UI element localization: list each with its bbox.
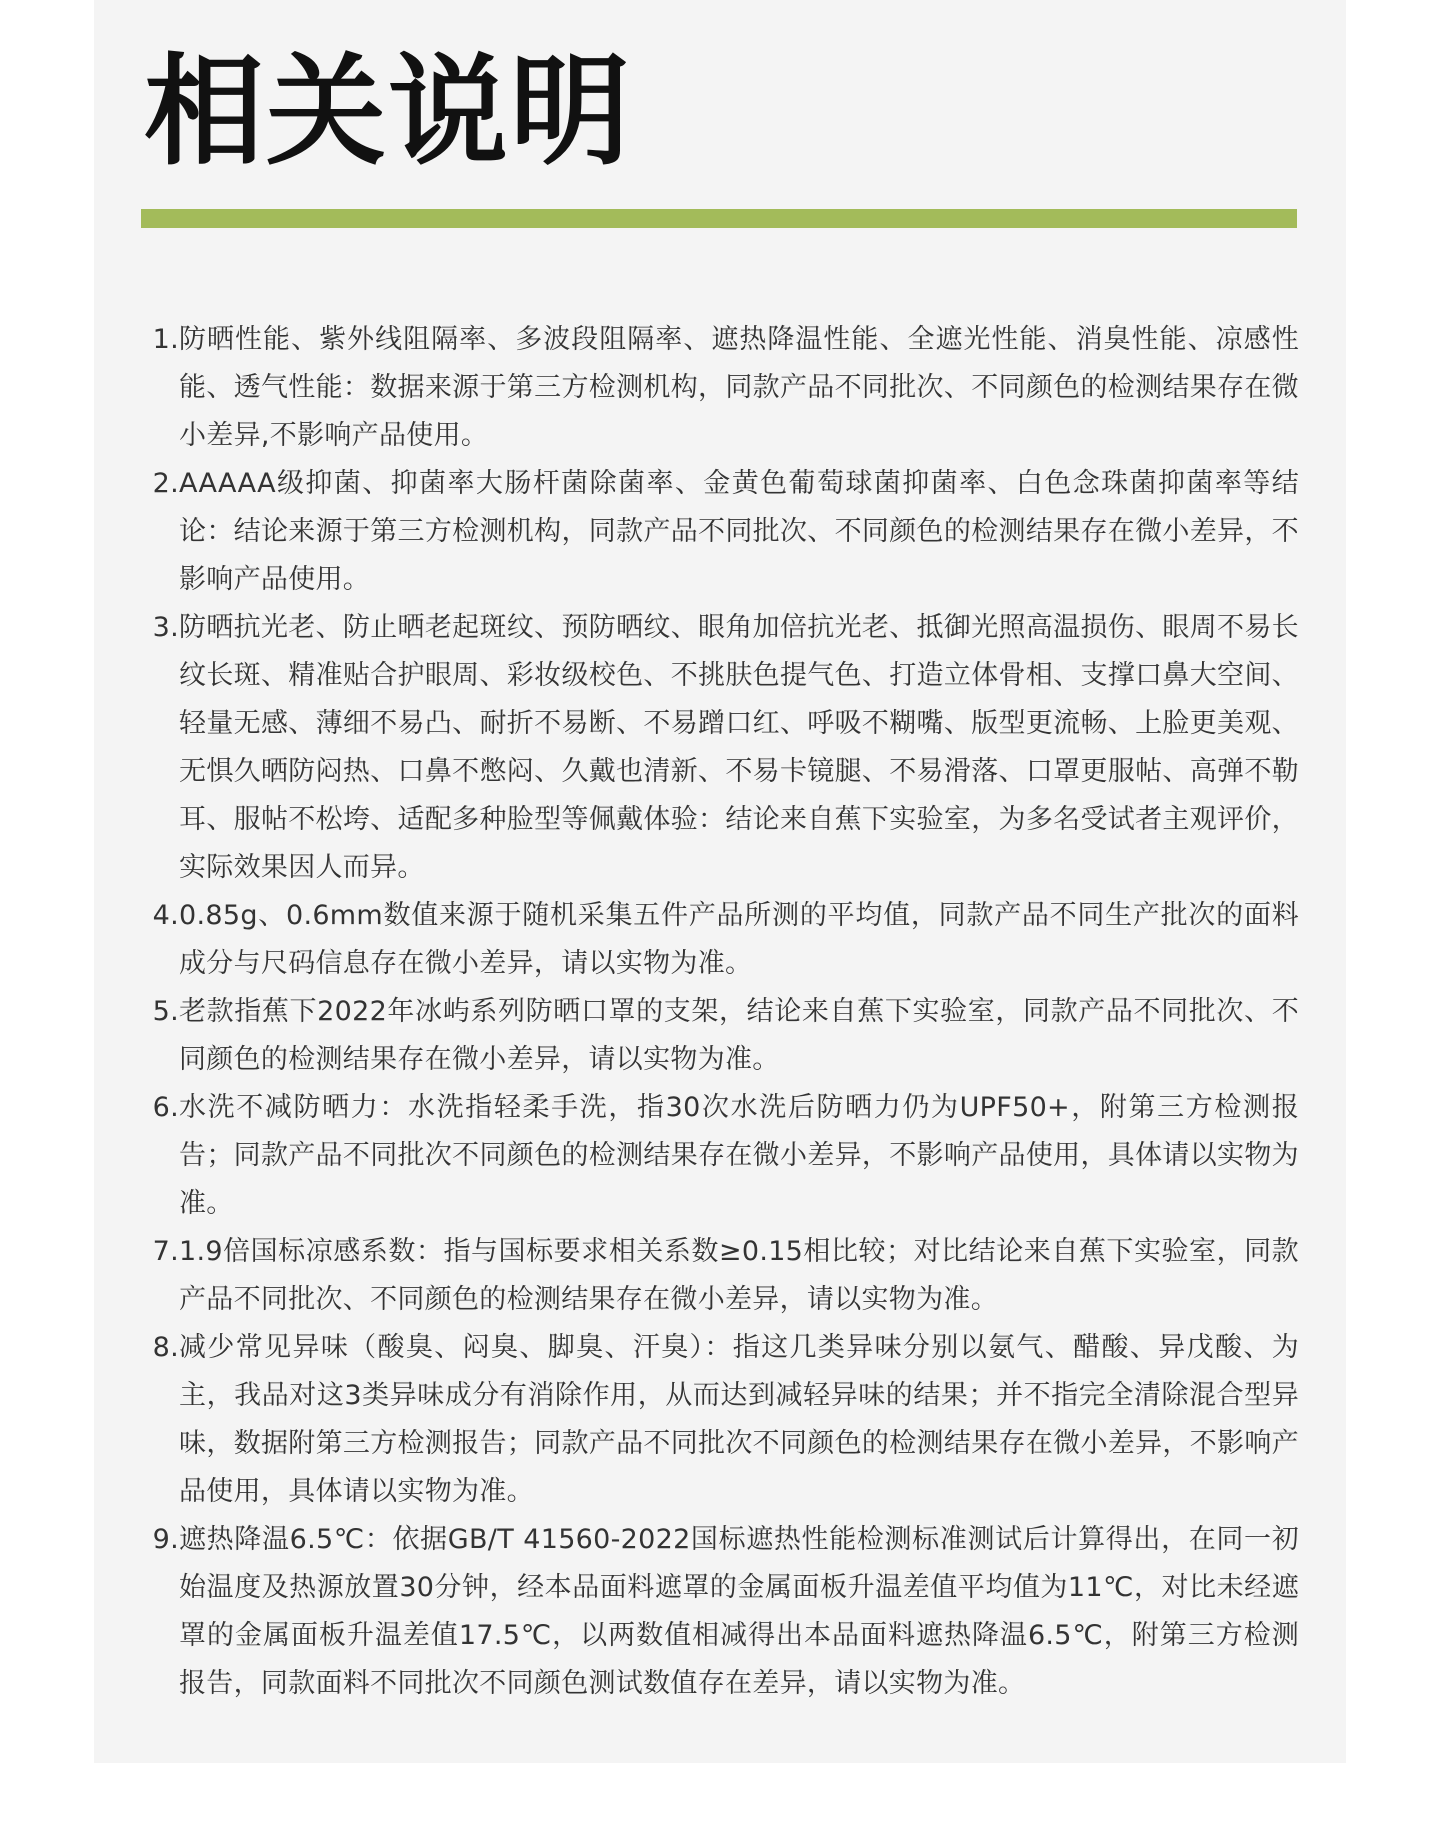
- note-text: AAAAA级抑菌、抑菌率大肠杆菌除菌率、金黄色葡萄球菌抑菌率、白色念珠菌抑菌率等结论：结论来源于第三方检测机构，同款产品不同批次、不同颜色的检测结果存在微小差异，不影响产品使用。: [179, 468, 1299, 595]
- note-number: 9.: [152, 1524, 179, 1555]
- note-text: 0.85g、0.6mm数值来源于随机采集五件产品所测的平均值，同款产品不同生产批次的面料成分与尺码信息存在微小差异，请以实物为准。: [179, 900, 1299, 979]
- note-number: 8.: [152, 1332, 179, 1363]
- note-number: 2.: [152, 468, 179, 499]
- notes-list: [139, 316, 1299, 1708]
- note-item: [139, 892, 1299, 988]
- note-item: [139, 1516, 1299, 1708]
- note-text: 减少常见异味（酸臭、闷臭、脚臭、汗臭）：指这几类异味分别以氨气、醋酸、异戊酸、为主，我品对这3类异味成分有消除作用，从而达到减轻异味的结果；并不指完全清除混合型异味，数据附第三方检测报告；同款产品不同批次不同颜色的检测结果存在微小差异，不影响产品使用，具体请以实物为准。: [179, 1332, 1299, 1507]
- note-item: [139, 1228, 1299, 1324]
- note-text: 防晒性能、紫外线阻隔率、多波段阻隔率、遮热降温性能、全遮光性能、消臭性能、凉感性能、透气性能：数据来源于第三方检测机构，同款产品不同批次、不同颜色的检测结果存在微小差异,不影响产品使用。: [179, 324, 1299, 451]
- note-number: 6.: [152, 1092, 179, 1123]
- content-panel: [94, 0, 1346, 1763]
- note-item: [139, 604, 1299, 892]
- note-text: 1.9倍国标凉感系数：指与国标要求相关系数≥0.15相比较；对比结论来自蕉下实验室，同款产品不同批次、不同颜色的检测结果存在微小差异，请以实物为准。: [179, 1236, 1299, 1315]
- note-text: 水洗不减防晒力：水洗指轻柔手洗，指30次水洗后防晒力仍为UPF50+，附第三方检测报告；同款产品不同批次不同颜色的检测结果存在微小差异，不影响产品使用，具体请以实物为准。: [179, 1092, 1299, 1219]
- note-item: [139, 1324, 1299, 1516]
- note-number: 4.: [152, 900, 179, 931]
- note-number: 1.: [152, 324, 179, 355]
- note-number: 5.: [152, 996, 179, 1027]
- note-number: 3.: [152, 612, 179, 643]
- note-item: [139, 1084, 1299, 1228]
- note-item: [139, 988, 1299, 1084]
- note-text: 遮热降温6.5℃：依据GB/T 41560-2022国标遮热性能检测标准测试后计算得出，在同一初始温度及热源放置30分钟，经本品面料遮罩的金属面板升温差值平均值为11℃，对比未经遮罩的金属面板升温差值17.5℃，以两数值相减得出本品面料遮热降温6.5℃，附第三方检测报告，同款面料不同批次不同颜色测试数值存在差异，请以实物为准。: [179, 1524, 1299, 1699]
- note-number: 7.: [152, 1236, 179, 1267]
- page-title: 相关说明: [144, 43, 632, 182]
- note-item: [139, 316, 1299, 460]
- note-item: [139, 460, 1299, 604]
- note-text: 防晒抗光老、防止晒老起斑纹、预防晒纹、眼角加倍抗光老、抵御光照高温损伤、眼周不易长纹长斑、精准贴合护眼周、彩妆级校色、不挑肤色提气色、打造立体骨相、支撑口鼻大空间、轻量无感、薄细不易凸、耐折不易断、不易蹭口红、呼吸不糊嘴、版型更流畅、上脸更美观、无惧久晒防闷热、口鼻不憋闷、久戴也清新、不易卡镜腿、不易滑落、口罩更服帖、高弹不勒耳、服帖不松垮、适配多种脸型等佩戴体验：结论来自蕉下实验室，为多名受试者主观评价，实际效果因人而异。: [179, 612, 1299, 883]
- note-text: 老款指蕉下2022年冰屿系列防晒口罩的支架，结论来自蕉下实验室，同款产品不同批次、不同颜色的检测结果存在微小差异，请以实物为准。: [179, 996, 1299, 1075]
- accent-divider: [141, 209, 1297, 228]
